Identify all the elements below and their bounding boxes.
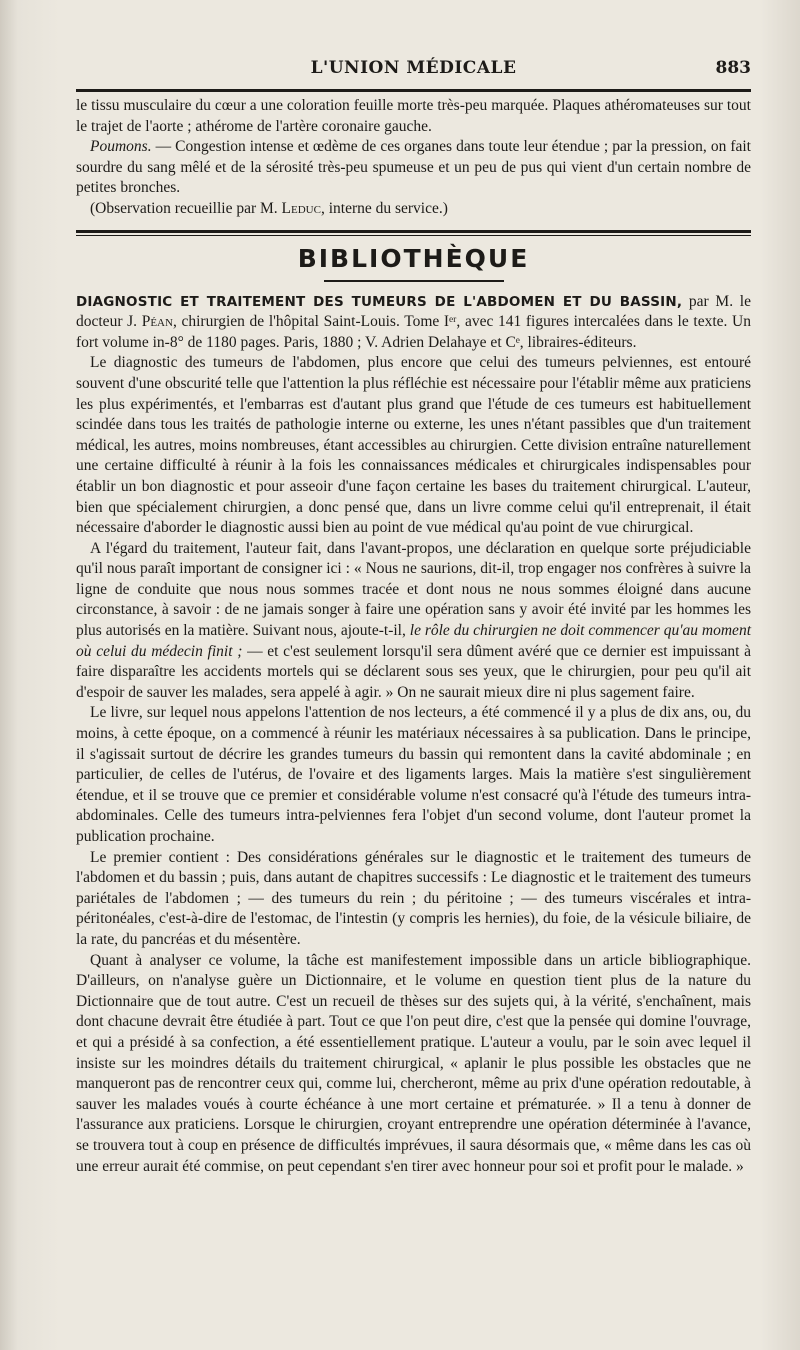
review-heading bbox=[76, 292, 751, 354]
running-title: L'UNION MÉDICALE bbox=[310, 58, 517, 78]
lungs-text: — Congestion intense et œdème de ces organes dans toute leur étendue ; par la pression, on fait sourdre du sang mêlé et de la sérosité très-peu spumeuse et un peu de pus qui vient d'un certain nombre de petites bronches. bbox=[76, 138, 751, 197]
body-paragraph-2-a: A l'égard du traitement, l'auteur fait, dans l'avant-propos, une déclaration en quelque sorte préjudiciable qu'il nous paraît important de consigner ici : « Nous ne saurions, dit-il, trop engager nos confrères à suivre la ligne de conduite que nous nous sommes tracée et dont nous ne nous sommes éloigné dans aucune circonstance, à savoir : de ne jamais songer à faire une opération sans y avoir été invité par les hommes les plus autorisés en la matière. Suivant nous, ajoute-t-il, bbox=[76, 539, 751, 640]
intro-paragraph bbox=[76, 96, 751, 137]
page-number: 883 bbox=[715, 58, 751, 78]
section-title: BIBLIOTHÈQUE bbox=[297, 243, 530, 273]
body-paragraph-3: Le livre, sur lequel nous appelons l'attention de nos lecteurs, a été commencé il y a plus de dix ans, ou, du moins, à cette époque, on a commencé à réunir les matériaux nécessaires à sa publication. Dans le principe, il s'agissait surtout de décrire les grandes tumeurs du bassin qui remontent dans la cavité abdominale ; en particulier, de celles de l'utérus, de l'ovaire et des ligaments larges. Mais la matière s'est singulièrement étendue, et il se trouve que ce premier et considérable volume n'est consacré qu'à l'étude des tumeurs intra-abdominales. Celle des tumeurs intra-pelviennes fera l'objet d'un second volume, dont l'auteur promet la publication prochaine. bbox=[76, 704, 751, 845]
section-divider bbox=[76, 230, 751, 236]
observation-start: (Observation recueillie par M. bbox=[90, 199, 282, 217]
review-heading-rest: , chirurgien de l'hôpital Saint-Louis. Tome Iᵉʳ, avec 141 figures intercalées dans le texte. Un fort volume in-8° de 1180 pages. Paris, 1880 ; V. Adrien Delahaye et Cᵉ, libraires-éditeurs. bbox=[76, 313, 751, 351]
quote-italic: le rôle du chirurgien ne doit commencer qu'au moment où celui du médecin finit ; bbox=[76, 622, 751, 660]
body-paragraph-5: Quant à analyser ce volume, la tâche est manifestement impossible dans un article bibliographique. D'ailleurs, on n'analyse guère un Dictionnaire, et le volume en question tient plus de la nature du Dictionnaire que de tout autre. C'est un recueil de thèses sur des sujets qui, à la vérité, s'enchaînent, mais dont chacune devrait être étudiée à part. Tout ce que l'on peut dire, c'est que la pensée qui domine l'ouvrage, et qui a présidé à sa confection, a été essentiellement pratique. L'auteur a voulu, par le soin avec lequel il insiste sur les moindres détails du traitement chirurgical, « aplanir le plus possible les obstacles que ne manqueront pas de rencontrer ceux qui, comme lui, chercheront, même au prix d'une opération redoutable, à sauver les malades voués à courte échéance à une mort certaine et prématurée. » Il a tenu à donner de l'assurance aux praticiens. Lorsque le chirurgien, croyant entreprendre une opération déterminée à l'avance, se trouvera tout à coup en présence de difficultés imprévues, il saura désormais que, « même dans les cas où une erreur aurait été commise, on peut cependant s'en tirer avec honneur pour soi et profit pour le malade. » bbox=[76, 951, 751, 1175]
lungs-paragraph bbox=[76, 137, 751, 199]
intro-text: le tissu musculaire du cœur a une coloration feuille morte très-peu marquée. Plaques athéromateuses sur tout le trajet de l'aorte ; athérome de l'artère coronaire gauche. bbox=[76, 97, 751, 135]
review-author: Péan bbox=[141, 313, 173, 331]
body-paragraph-2-b: — et c'est seulement lorsqu'il sera dûment avéré que ce dernier est impuissant à faire disparaître les accidents mortels qui se déclarent sous ses yeux, que le chirurgien, pour peu qu'il ait d'espoir de sauver les malades, sera appelé à agir. » On ne saurait mieux dire ni plus sagement faire. bbox=[76, 642, 751, 701]
review-title: DIAGNOSTIC ET TRAITEMENT DES TUMEURS DE L'ABDOMEN ET DU BASSIN, bbox=[76, 293, 683, 310]
lungs-label: Poumons. bbox=[90, 138, 152, 156]
observer-name: Leduc bbox=[281, 199, 321, 217]
review-heading-mid: par M. le docteur J. bbox=[76, 292, 751, 331]
header-rule bbox=[76, 89, 751, 92]
section-title-rule bbox=[324, 280, 504, 282]
page-content bbox=[76, 96, 751, 1177]
running-header bbox=[76, 54, 751, 84]
body-paragraph-2 bbox=[76, 539, 751, 704]
observation-note bbox=[76, 199, 751, 220]
observation-end: , interne du service.) bbox=[320, 199, 448, 217]
body-paragraph-1: Le diagnostic des tumeurs de l'abdomen, plus encore que celui des tumeurs pelviennes, est entouré souvent d'une obscurité telle que l'attention la plus réfléchie est nécessaire pour l'établir même aux praticiens les plus expérimentés, et l'embarras est d'autant plus grand que l'étude de ces tumeurs est habituellement scindée dans tous les traités de pathologie interne ou externe, les unes n'étant passibles que d'un traitement médical, les autres, moins nombreuses, étant accessibles au chirurgien. Cette division entraîne naturellement une certaine difficulté à réunir à la fois les connaissances médicales et chirurgicales indispensables pour établir un bon diagnostic et pour asseoir d'une façon certaine les bases du traitement chirurgical. L'auteur, bien que spécialement chirurgien, a donc pensé que, dans un livre comme celui qu'il entreprenait, il était nécessaire d'aborder le diagnostic aussi bien au point de vue médical qu'au point de vue chirurgical. bbox=[76, 354, 751, 537]
body-paragraph-4: Le premier contient : Des considérations générales sur le diagnostic et le traitement des tumeurs de l'abdomen et du bassin ; puis, dans autant de chapitres successifs : Le diagnostic et le traitement des tumeurs pariétales de l'abdomen ; — des tumeurs du rein ; du péritoine ; — des tumeurs viscérales et intra-péritonéales, c'est-à-dire de l'estomac, de l'intestin (y compris les hernies), du foie, de la vésicule biliaire, de la rate, du pancréas et du mésentère. bbox=[76, 848, 751, 948]
